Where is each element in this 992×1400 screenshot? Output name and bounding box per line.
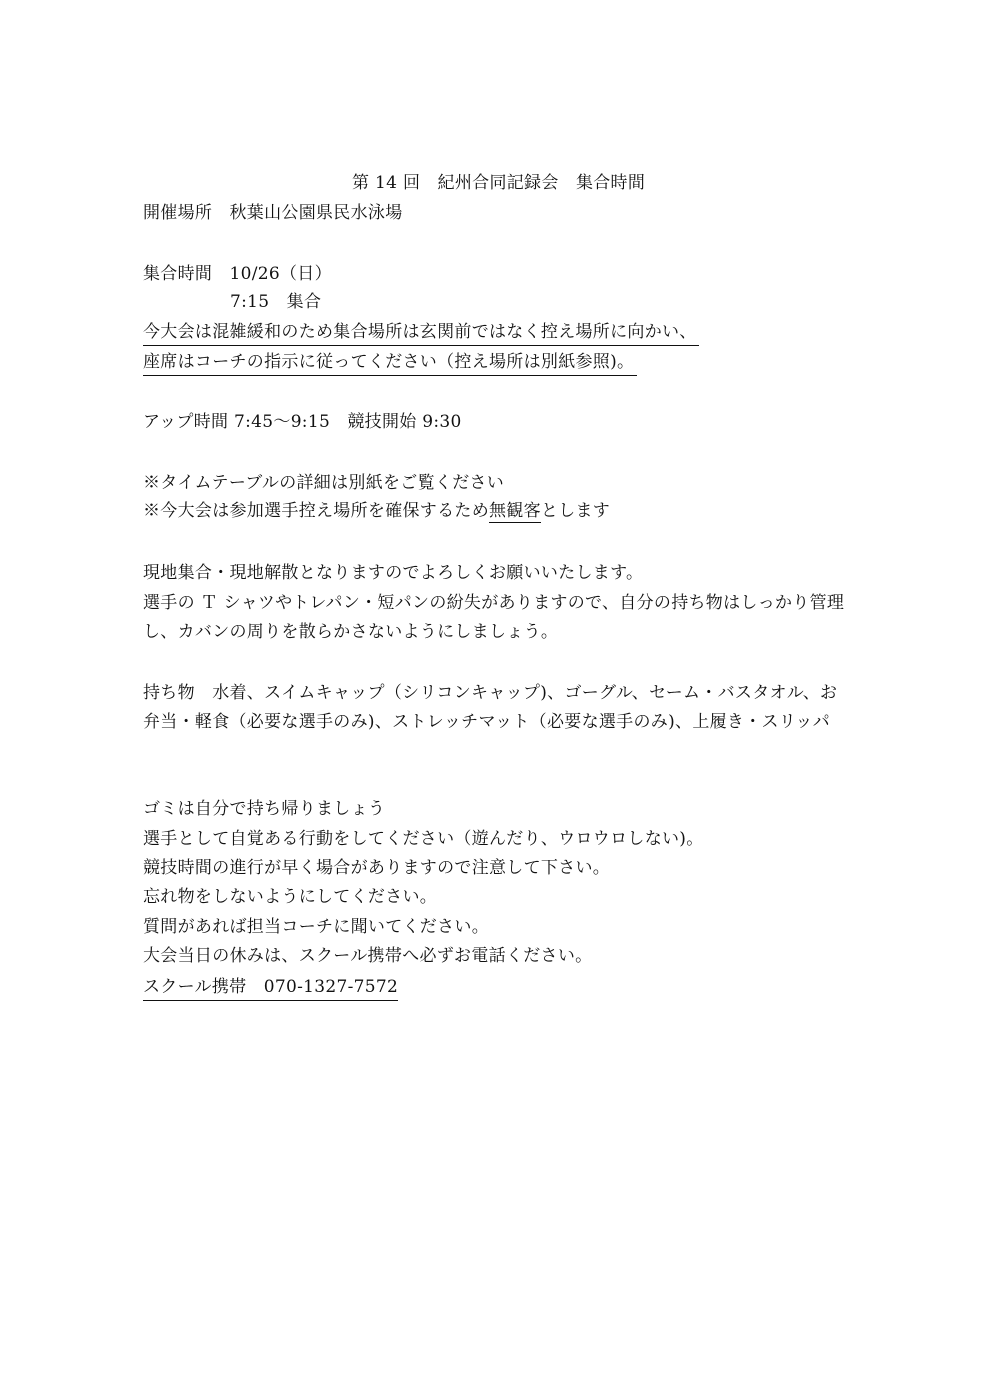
gathering-date-line: 集合時間 10/26（日）	[143, 264, 332, 284]
rule-item: ゴミは自分で持ち帰りましょう	[143, 799, 386, 819]
items-list-line-1: 持ち物 水着、スイムキャップ（シリコンキャップ)、ゴーグル、セーム・バスタオル、お	[143, 683, 838, 703]
notice-line-2: 座席はコーチの指示に従ってください（控え場所は別紙参照)。	[143, 350, 637, 376]
spectator-note	[143, 499, 610, 523]
items-list-line-2: 弁当・軽食（必要な選手のみ)、ストレッチマット（必要な選手のみ)、上履き・スリッパ	[143, 712, 831, 732]
rule-item: 質問があれば担当コーチに聞いてください。	[143, 917, 489, 937]
timetable-note: ※タイムテーブルの詳細は別紙をご覧ください	[143, 473, 505, 493]
no-spectators-emphasis: 無観客	[489, 501, 541, 521]
spectator-note-post: とします	[540, 501, 611, 521]
belongings-warning-line-1: 選手の Ｔ シャツやトレパン・短パンの紛失がありますので、自分の持ち物はしっかり管理	[143, 593, 845, 613]
document-title: 第 14 回 紀州合同記録会 集合時間	[352, 173, 646, 193]
local-meeting-line: 現地集合・現地解散となりますのでよろしくお願いいたします。	[143, 563, 644, 583]
rule-item: 大会当日の休みは、スクール携帯へ必ずお電話ください。	[143, 946, 593, 966]
rule-item: 選手として自覚ある行動をしてください（遊んだり、ウロウロしない)。	[143, 829, 704, 849]
school-phone: スクール携帯 070-1327-7572	[143, 975, 398, 1001]
rule-item: 忘れ物をしないようにしてください。	[143, 887, 438, 907]
venue-line: 開催場所 秋葉山公園県民水泳場	[143, 203, 403, 223]
notice-line-1: 今大会は混雑緩和のため集合場所は玄関前ではなく控え場所に向かい、	[143, 320, 699, 346]
gathering-time-line: 7:15 集合	[230, 292, 322, 312]
belongings-warning-line-2: し、カバンの周りを散らかさないようにしましょう。	[143, 622, 559, 642]
rule-item: 競技時間の進行が早く場合がありますので注意して下さい。	[143, 858, 611, 878]
spectator-note-pre: ※今大会は参加選手控え場所を確保するため	[143, 501, 489, 521]
warmup-schedule: アップ時間 7:45～9:15 競技開始 9:30	[143, 412, 462, 432]
